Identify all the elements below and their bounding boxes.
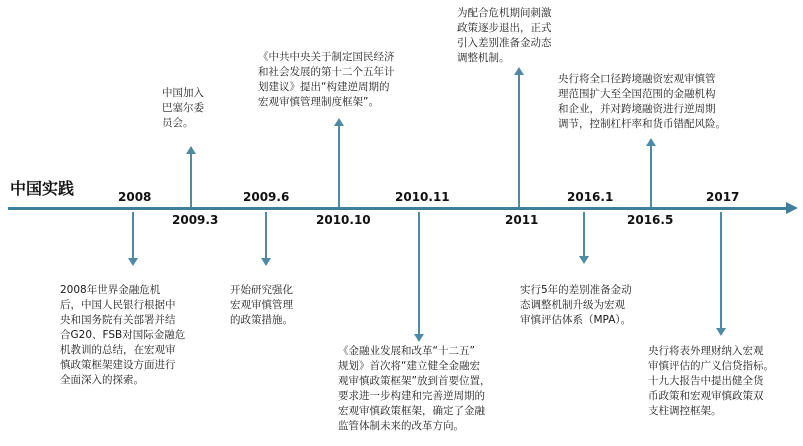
note-2008: 2008年世界金融危机 后，中国人民银行根据中 央和国务院有关部署并结 合G20、FSB对国际金融危 机教训的总结，在宏观审 慎政策框架建设方面进行 全面深入的探索。 — [60, 284, 186, 386]
note-2010-11: 《金融业发展和改革“十二五” 规划》首次将“建立健全金融宏 观审慎政策框架”放到首要位置， 要求进一步构建和完善逆周期的 宏观审慎政策框架，确定了金融 监管体制未来的改革方向。 — [338, 345, 491, 432]
arrow-up-2011 — [514, 67, 524, 75]
arrow-down-2009-6 — [261, 258, 271, 266]
connector-2011 — [518, 74, 520, 207]
section-title: 中国实践 — [10, 179, 75, 198]
date-2016-1: 2016.1 — [567, 190, 614, 204]
date-2010-11: 2010.11 — [395, 190, 450, 204]
connector-2016-1 — [583, 212, 585, 258]
arrow-up-2009-3 — [186, 146, 196, 154]
connector-2009-3 — [190, 153, 192, 207]
connector-2008 — [132, 212, 134, 260]
connector-2016-5 — [650, 145, 652, 207]
date-2016-5: 2016.5 — [627, 213, 674, 227]
connector-2010-10 — [338, 125, 340, 207]
date-2008: 2008 — [118, 190, 152, 204]
note-2010-10: 《中共中央关于制定国民经济 和社会发展的第十二个五年计 划建议》提出“构建逆周期的 宏观审慎管理制度框架”。 — [258, 51, 395, 108]
timeline-arrowhead — [786, 202, 798, 214]
arrow-up-2016-5 — [646, 138, 656, 146]
arrow-down-2016-1 — [579, 256, 589, 264]
arrow-down-2008 — [128, 258, 138, 266]
arrow-down-2017 — [716, 328, 726, 336]
note-2017: 央行将表外理财纳入宏观 审慎评估的广义信贷指标。 十九大报告中提出健全货 币政策和宏观审慎政策双 支柱调控框架。 — [648, 345, 774, 417]
note-2016-1: 实行5年的差别准备金动 态调整机制升级为宏观 审慎评估体系（MPA）。 — [520, 284, 632, 326]
date-2009-3: 2009.3 — [172, 213, 219, 227]
date-2017: 2017 — [706, 190, 740, 204]
connector-2009-6 — [265, 212, 267, 260]
date-2009-6: 2009.6 — [243, 190, 290, 204]
note-2016-5: 央行将全口径跨境融资宏观审慎管 理范围扩大至全国范围的金融机构 和企业，并对跨境融资进行逆周期 调节，控制杠杆率和货币错配风险。 — [558, 73, 726, 130]
date-2010-10: 2010.10 — [316, 213, 371, 227]
date-2011: 2011 — [505, 213, 539, 227]
arrow-down-2010-11 — [414, 334, 424, 342]
arrow-up-2010-10 — [334, 118, 344, 126]
note-2009-6: 开始研究强化 宏观审慎管理 的政策措施。 — [230, 284, 293, 326]
connector-2017 — [720, 212, 722, 330]
note-2009-3: 中国加入 巴塞尔委 员会。 — [162, 87, 204, 129]
timeline-line — [8, 207, 788, 210]
note-2011: 为配合危机期间刺激 政策逐步退出，正式 引入差别准备金动态 调整机制。 — [457, 7, 552, 64]
connector-2010-11 — [418, 212, 420, 336]
